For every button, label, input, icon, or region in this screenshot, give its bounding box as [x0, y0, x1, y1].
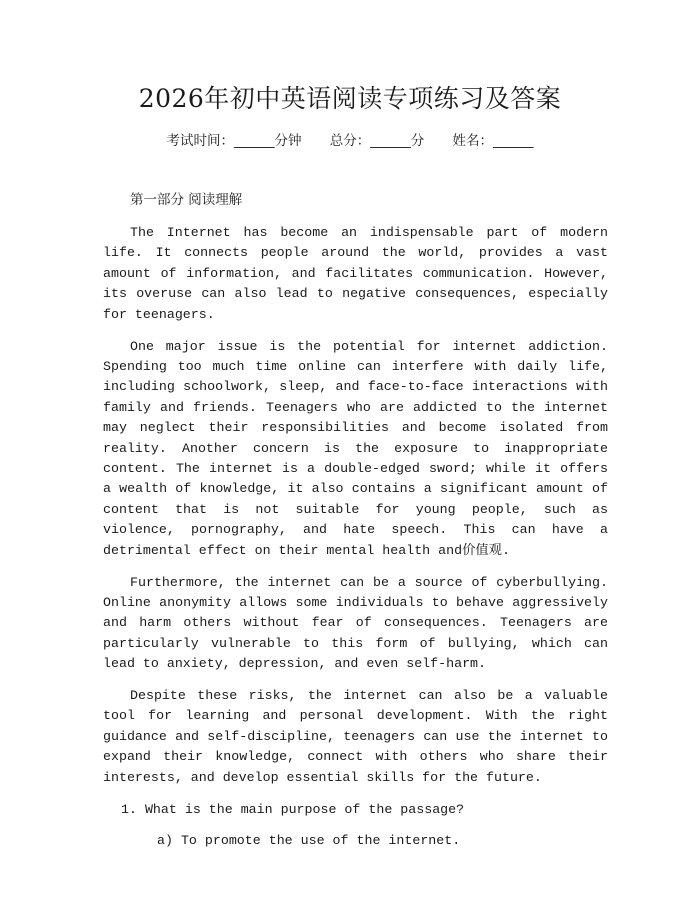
document-title: 2026年初中英语阅读专项练习及答案 — [138, 84, 562, 113]
passage-body — [103, 223, 608, 852]
total-score-field: 总分：______分 — [329, 133, 425, 149]
question-1: 1. What is the main purpose of the passage? — [121, 801, 465, 817]
passage-paragraph-4: Despite these risks, the internet can also be a valuable tool for learning and personal development. With the right guidance and self-discipline, teenagers can use the internet to expand their knowledge, connect with others who share their interests, and develop essential skills for the future. — [103, 688, 608, 785]
section-heading: 第一部分 阅读理解 — [130, 192, 243, 208]
student-name-field: 姓名：______ — [452, 133, 534, 149]
question-1-option-a: a) To promote the use of the internet. — [157, 833, 461, 849]
passage-paragraph-1: The Internet has become an indispensable part of modern life. It connects people around the world, provides a vast amount of information, and facilitates communication. However, its overuse can also lead to negative consequences, especially for teenagers. — [103, 225, 608, 322]
passage-paragraph-3: Furthermore, the internet can be a source of cyberbullying. Online anonymity allows some individuals to behave aggressively and harm others without fear of consequences. Teenagers are particularly vulnerable to this form of bullying, which can lead to anxiety, depression, and even self-harm. — [103, 574, 608, 672]
exam-time-field: 考试时间：______分钟 — [166, 133, 302, 149]
passage-paragraph-2: One major issue is the potential for internet addiction. Spending too much time online can interfere with daily life, including schoolwork, sleep, and face-to-face interactions with family and friends. Teenagers who are addicted to the internet may neglect their responsibilities and become isolated from reality. Another concern is the exposure to inappropriate content. The internet is a double-edged sword; while it offers a wealth of knowledge, it also contains a significant amount of content that is not suitable for young people, such as violence, pornography, and hate speech. This can have a detrimental effect on their mental health and价值观. — [103, 338, 608, 558]
exam-info-line — [0, 131, 700, 151]
